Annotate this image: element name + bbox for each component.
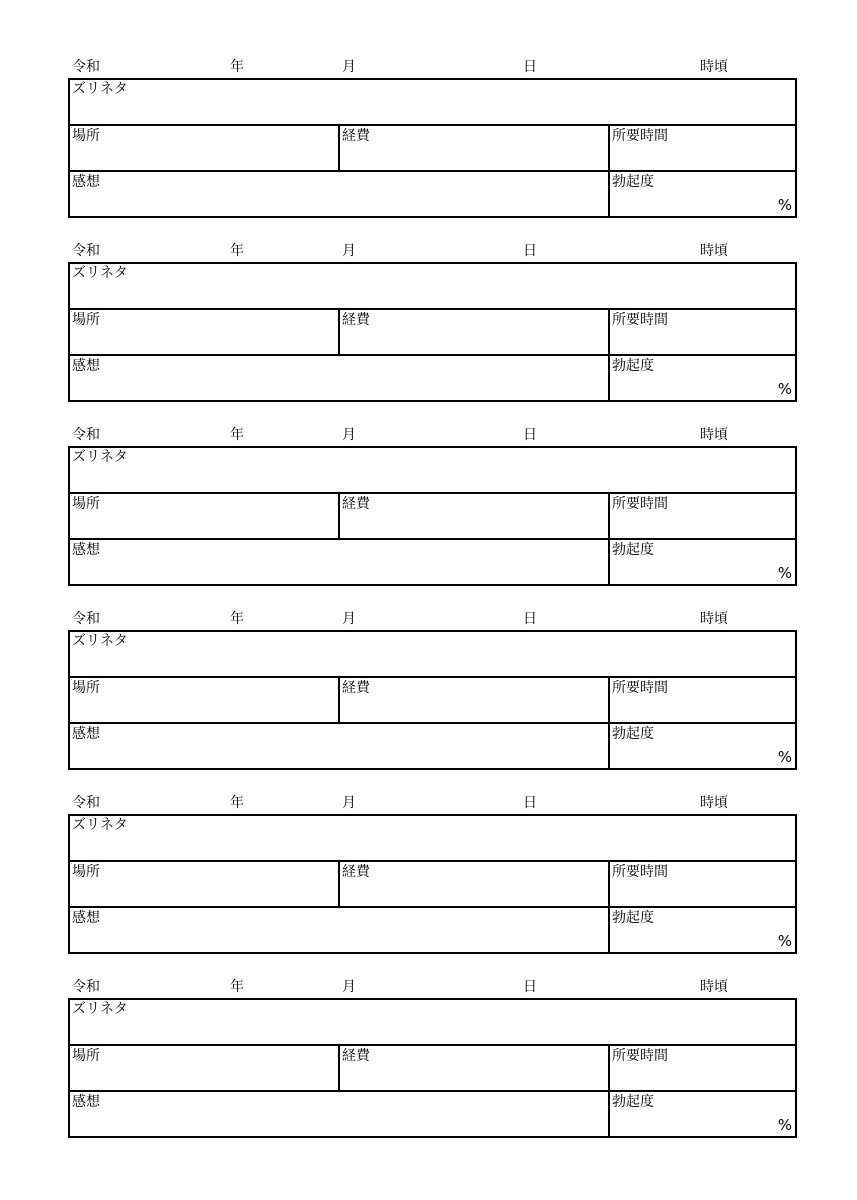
- date-row: [68, 242, 795, 262]
- column-divider: [338, 862, 340, 906]
- column-divider: [338, 1046, 340, 1090]
- month-label: 月: [342, 59, 356, 75]
- month-label: 月: [342, 795, 356, 811]
- column-divider: [608, 494, 610, 584]
- duration-field-label: 所要時間: [612, 1048, 668, 1064]
- place-field-label: 場所: [72, 312, 100, 328]
- column-divider: [338, 310, 340, 354]
- row-divider: [70, 492, 795, 494]
- column-divider: [608, 678, 610, 768]
- arousal-field-label: 勃起度: [612, 1094, 654, 1110]
- cost-field-label: 経費: [342, 496, 370, 512]
- year-label: 年: [230, 611, 244, 627]
- neta-field-label: ズリネタ: [72, 449, 128, 465]
- day-label: 日: [523, 795, 537, 811]
- time-label: 時頃: [700, 427, 728, 443]
- neta-field-label: ズリネタ: [72, 265, 128, 281]
- year-label: 年: [230, 427, 244, 443]
- year-label: 年: [230, 243, 244, 259]
- column-divider: [608, 1046, 610, 1136]
- duration-field-label: 所要時間: [612, 496, 668, 512]
- row-divider: [70, 1044, 795, 1046]
- era-label: 令和: [72, 795, 100, 811]
- neta-field-label: ズリネタ: [72, 633, 128, 649]
- column-divider: [608, 310, 610, 400]
- row-divider: [70, 308, 795, 310]
- row-divider: [70, 354, 795, 356]
- duration-field-label: 所要時間: [612, 312, 668, 328]
- row-divider: [70, 722, 795, 724]
- column-divider: [338, 126, 340, 170]
- thoughts-field-label: 感想: [72, 1094, 100, 1110]
- era-label: 令和: [72, 59, 100, 75]
- day-label: 日: [523, 611, 537, 627]
- cost-field-label: 経費: [342, 864, 370, 880]
- percent-unit: %: [777, 1116, 792, 1134]
- record-box: [68, 630, 797, 770]
- time-label: 時頃: [700, 59, 728, 75]
- era-label: 令和: [72, 243, 100, 259]
- row-divider: [70, 538, 795, 540]
- thoughts-field-label: 感想: [72, 174, 100, 190]
- log-record-1: [68, 58, 795, 216]
- percent-unit: %: [777, 380, 792, 398]
- month-label: 月: [342, 427, 356, 443]
- month-label: 月: [342, 611, 356, 627]
- month-label: 月: [342, 979, 356, 995]
- log-record-5: [68, 794, 795, 952]
- time-label: 時頃: [700, 795, 728, 811]
- cost-field-label: 経費: [342, 1048, 370, 1064]
- date-row: [68, 794, 795, 814]
- duration-field-label: 所要時間: [612, 864, 668, 880]
- row-divider: [70, 676, 795, 678]
- record-box: [68, 814, 797, 954]
- date-row: [68, 58, 795, 78]
- era-label: 令和: [72, 427, 100, 443]
- place-field-label: 場所: [72, 1048, 100, 1064]
- percent-unit: %: [777, 196, 792, 214]
- year-label: 年: [230, 59, 244, 75]
- row-divider: [70, 906, 795, 908]
- record-box: [68, 998, 797, 1138]
- column-divider: [608, 126, 610, 216]
- year-label: 年: [230, 795, 244, 811]
- record-box: [68, 78, 797, 218]
- arousal-field-label: 勃起度: [612, 726, 654, 742]
- thoughts-field-label: 感想: [72, 726, 100, 742]
- day-label: 日: [523, 59, 537, 75]
- row-divider: [70, 170, 795, 172]
- row-divider: [70, 1090, 795, 1092]
- cost-field-label: 経費: [342, 680, 370, 696]
- place-field-label: 場所: [72, 864, 100, 880]
- day-label: 日: [523, 427, 537, 443]
- duration-field-label: 所要時間: [612, 680, 668, 696]
- arousal-field-label: 勃起度: [612, 358, 654, 374]
- column-divider: [338, 678, 340, 722]
- column-divider: [338, 494, 340, 538]
- thoughts-field-label: 感想: [72, 910, 100, 926]
- place-field-label: 場所: [72, 680, 100, 696]
- day-label: 日: [523, 243, 537, 259]
- arousal-field-label: 勃起度: [612, 174, 654, 190]
- percent-unit: %: [777, 932, 792, 950]
- neta-field-label: ズリネタ: [72, 817, 128, 833]
- arousal-field-label: 勃起度: [612, 542, 654, 558]
- year-label: 年: [230, 979, 244, 995]
- day-label: 日: [523, 979, 537, 995]
- cost-field-label: 経費: [342, 128, 370, 144]
- place-field-label: 場所: [72, 496, 100, 512]
- date-row: [68, 610, 795, 630]
- arousal-field-label: 勃起度: [612, 910, 654, 926]
- time-label: 時頃: [700, 979, 728, 995]
- time-label: 時頃: [700, 243, 728, 259]
- date-row: [68, 426, 795, 446]
- time-label: 時頃: [700, 611, 728, 627]
- log-record-4: [68, 610, 795, 768]
- log-record-3: [68, 426, 795, 584]
- column-divider: [608, 862, 610, 952]
- date-row: [68, 978, 795, 998]
- percent-unit: %: [777, 748, 792, 766]
- row-divider: [70, 860, 795, 862]
- duration-field-label: 所要時間: [612, 128, 668, 144]
- cost-field-label: 経費: [342, 312, 370, 328]
- era-label: 令和: [72, 611, 100, 627]
- neta-field-label: ズリネタ: [72, 81, 128, 97]
- log-record-2: [68, 242, 795, 400]
- month-label: 月: [342, 243, 356, 259]
- thoughts-field-label: 感想: [72, 542, 100, 558]
- record-box: [68, 446, 797, 586]
- log-record-6: [68, 978, 795, 1136]
- record-box: [68, 262, 797, 402]
- era-label: 令和: [72, 979, 100, 995]
- place-field-label: 場所: [72, 128, 100, 144]
- neta-field-label: ズリネタ: [72, 1001, 128, 1017]
- row-divider: [70, 124, 795, 126]
- percent-unit: %: [777, 564, 792, 582]
- thoughts-field-label: 感想: [72, 358, 100, 374]
